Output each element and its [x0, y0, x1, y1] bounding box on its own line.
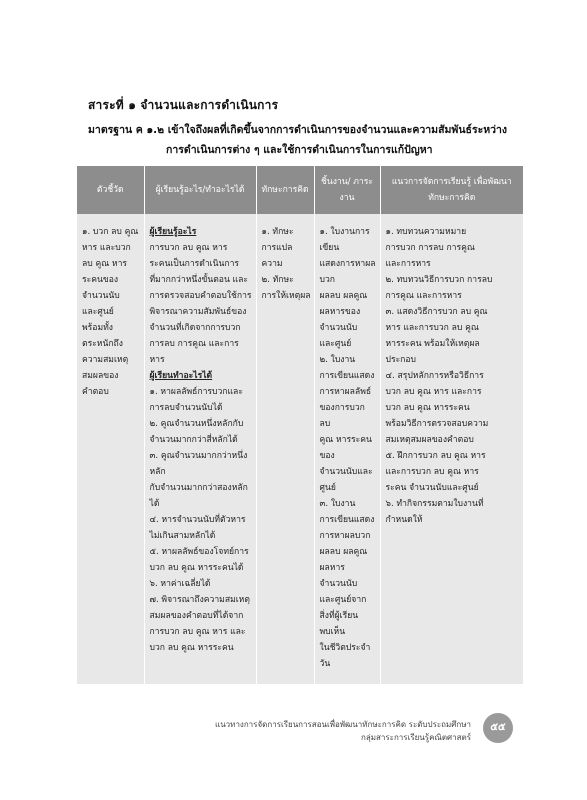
footer-line-1: แนวทางการจัดการเรียนการสอนเพื่อพัฒนาทักษะการคิด ระดับประถมศึกษา	[215, 720, 471, 729]
cell-line: คูณ หารระคนของ	[319, 435, 372, 461]
page-number-badge: ๕๕	[483, 713, 513, 743]
cell-line: ๑. บวก ลบ คูณ	[82, 227, 139, 237]
strand-title: สาระที่ ๑ จำนวนและการดำเนินการ	[88, 98, 279, 112]
header-indicator: ตัวชี้วัด	[77, 166, 144, 214]
cell-line: และศูนย์	[82, 307, 114, 317]
cell-line: ๖. ทำกิจกรรมตามใบงานที่	[385, 499, 484, 509]
cell-learning	[144, 214, 256, 684]
cell-line: ๕. ฝึกการบวก ลบ คูณ หาร	[385, 451, 486, 461]
header-guidelines: แนวการจัดการเรียนรู้ เพื่อพัฒนาทักษะการคิด	[380, 166, 523, 214]
table-header-row	[77, 166, 523, 214]
cell-line: และการบวก ลบ คูณ หาร	[385, 467, 479, 477]
cell-line: บวก ลบ คูณ หาร และการ	[385, 387, 482, 397]
cell-line: ไม่เกินสามหลักได้	[149, 531, 216, 541]
cell-line: ๑. ทบทวนความหมาย	[385, 227, 467, 237]
cell-line: บวก ลบ คูณ หารระคนได้	[149, 563, 244, 573]
cell-line: ที่มากกว่าหนึ่งขั้นตอน และ	[149, 275, 248, 285]
cell-line: ๒. คูณจำนวนหนึ่งหลักกับ	[149, 419, 244, 429]
cell-line: ระคน จำนวนนับและศูนย์	[385, 483, 479, 493]
header-learning: ผู้เรียนรู้อะไร/ทำอะไรได้	[144, 166, 256, 214]
cell-line: ๒. ใบงาน	[319, 355, 356, 365]
footer-book-title	[215, 718, 471, 744]
cell-line: ในชีวิตประจำวัน	[319, 643, 371, 669]
table-row	[77, 214, 523, 684]
cell-line: การบวก ลบ คูณ หาร และ	[149, 627, 246, 637]
cell-line: สิ่งที่ผู้เรียนพบเห็น	[319, 611, 359, 637]
cell-line: หารระคน พร้อมให้เหตุผล	[385, 339, 480, 349]
cell-line: พิจารณาความสัมพันธ์ของ	[149, 307, 247, 317]
header-thinking-skill: ทักษะการคิด	[256, 166, 314, 214]
cell-line: การให้เหตุผล	[261, 291, 311, 301]
cell-line: และการหาร	[385, 259, 431, 269]
cell-line: ๒. ทักษะ	[261, 275, 294, 285]
cell-line: และศูนย์จาก	[319, 595, 367, 605]
cell-line: กับจำนวนมากกว่าสองหลักได้	[149, 483, 248, 509]
cell-line: จำนวนมากกว่าสี่หลักได้	[149, 435, 238, 445]
cell-line: ๓. แสดงวิธีการบวก ลบ คูณ	[385, 307, 488, 317]
cell-line: ๔. สรุปหลักการหรือวิธีการ	[385, 371, 484, 381]
cell-line: จำนวนนับ	[319, 323, 358, 333]
cell-line: ระคนเป็นการดำเนินการ	[149, 259, 240, 269]
cell-thinking-skill	[256, 214, 314, 684]
standard-line-1: มาตรฐาน ค ๑.๒ เข้าใจถึงผลที่เกิดขึ้นจากการดำเนินการของจำนวนและความสัมพันธ์ระหว่าง	[88, 124, 508, 136]
cell-line: บวก ลบ คูณ หารระคน	[385, 403, 470, 413]
cell-line: กำหนดให้	[385, 515, 423, 525]
cell-line: จำนวนนับและศูนย์	[319, 467, 373, 493]
cell-line: การเขียนแสดง	[319, 515, 375, 525]
cell-line: การบวก การลบ การคูณ	[385, 243, 475, 253]
curriculum-table	[77, 166, 523, 684]
cell-line: และศูนย์	[319, 339, 352, 349]
cell-line: ๑. ทักษะ	[261, 227, 294, 237]
cell-line: จำนวนนับ	[82, 291, 120, 301]
cell-line: ๓. ใบงาน	[319, 499, 356, 509]
cell-line: พร้อมวิธีการตรวจสอบความ	[385, 419, 489, 429]
cell-line: ๕. หาผลลัพธ์ของโจทย์การ	[149, 547, 249, 557]
standard-line-2: การดำเนินการต่าง ๆ และใช้การดำเนินการในการแก้ปัญหา	[166, 144, 433, 156]
cell-line: ผลลบ ผลคูณ	[319, 547, 368, 557]
cell-line: การบวก ลบ คูณ หาร	[149, 243, 228, 253]
cell-line: ตระหนักถึง	[82, 339, 123, 349]
cell-line: การลบจำนวนนับได้	[149, 403, 223, 413]
standard-title	[88, 120, 528, 160]
cell-tasks	[314, 214, 380, 684]
cell-line: ผู้เรียนรู้อะไร	[149, 227, 197, 237]
cell-line: ผลหารจำนวนนับ	[319, 563, 358, 589]
header-tasks: ชิ้นงาน/ ภาระงาน	[314, 166, 380, 214]
cell-line: ๑. ใบงานการเขียน	[319, 227, 370, 253]
cell-line: สมเหตุสมผลของคำตอบ	[385, 435, 474, 445]
cell-line: หาร และการบวก ลบ คูณ	[385, 323, 479, 333]
cell-line: จำนวนที่เกิดจากการบวก	[149, 323, 241, 333]
cell-line: ความสมเหตุ	[82, 355, 129, 365]
cell-line: ประกอบ	[385, 355, 417, 365]
cell-line: ๒. ทบทวนวิธีการบวก การลบ	[385, 275, 493, 285]
cell-line: ๔. หารจำนวนนับที่ตัวหาร	[149, 515, 246, 525]
cell-line: การหาผลบวก	[319, 531, 371, 541]
footer-line-2: กลุ่มสาระการเรียนรู้คณิตศาสตร์	[360, 733, 471, 742]
cell-line: ๗. พิจารณาถึงความสมเหตุ	[149, 595, 250, 605]
cell-guidelines	[380, 214, 523, 684]
cell-line: การลบ การคูณ และการหาร	[149, 339, 239, 365]
cell-line: สมผลของคำตอบที่ได้จาก	[149, 611, 244, 621]
cell-line: บวก ลบ คูณ หารระคน	[149, 643, 234, 653]
cell-line: ๑. หาผลลัพธ์การบวกและ	[149, 387, 243, 397]
cell-line: การตรวจสอบคำตอบใช้การ	[149, 291, 252, 301]
cell-line: ผลลบ ผลคูณ	[319, 291, 368, 301]
cell-indicator	[77, 214, 144, 684]
cell-line: ผลหารของ	[319, 307, 361, 317]
cell-line: ๖. หาค่าเฉลี่ยได้	[149, 579, 211, 589]
cell-line: สมผลของ	[82, 371, 119, 381]
cell-line: การคูณ และการหาร	[385, 291, 462, 301]
cell-line: ผู้เรียนทำอะไรได้	[149, 371, 213, 381]
cell-line: การแปลความ	[261, 243, 293, 269]
cell-line: แสดงการหาผลบวก	[319, 259, 376, 285]
cell-line: ระคนของ	[82, 275, 119, 285]
cell-line: การหาผลลัพธ์	[319, 387, 372, 397]
cell-line: ลบ คูณ หาร	[82, 259, 128, 269]
cell-line: การเขียนแสดง	[319, 371, 375, 381]
cell-line: คำตอบ	[82, 387, 109, 397]
cell-line: หาร และบวก	[82, 243, 131, 253]
cell-line: ของการบวก ลบ	[319, 403, 365, 429]
cell-line: พร้อมทั้ง	[82, 323, 113, 333]
cell-line: ๓. คูณจำนวนมากกว่าหนึ่งหลัก	[149, 451, 248, 477]
